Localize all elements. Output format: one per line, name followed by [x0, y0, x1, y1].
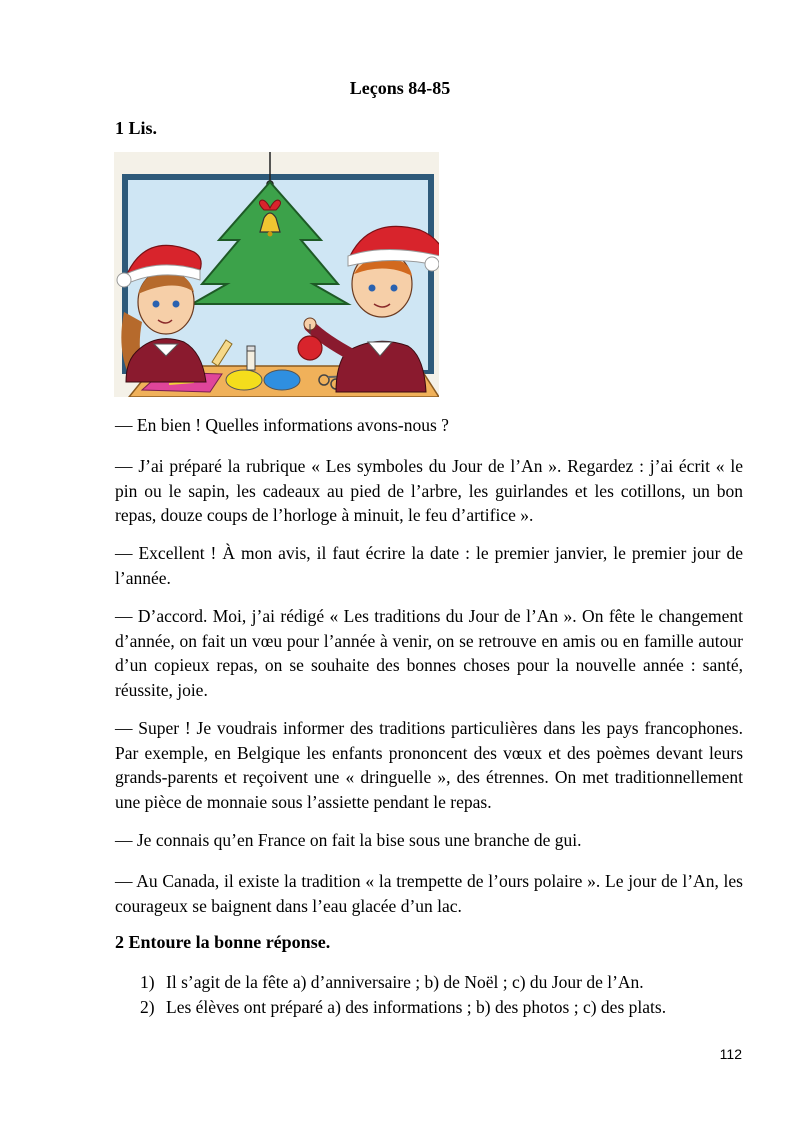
list-item-text: Il s’agit de la fête a) d’anniversaire ; b) de Noël ; c) du Jour de l’An.: [166, 972, 644, 992]
dialogue-line: — J’ai préparé la rubrique « Les symboles du Jour de l’An ». Regardez : j’ai écrit « le pin ou le sapin, les cadeaux au pied de l’arbre, les guirlandes et les cotillons, un bon repas, douze coups de l’horloge à minuit, le feu d’artifice ».: [115, 456, 743, 525]
answer-list: [140, 970, 740, 1020]
list-item-text: Les élèves ont préparé a) des informations ; b) des photos ; c) des plats.: [166, 997, 667, 1017]
christmas-classroom-illustration: [114, 152, 439, 397]
page-title: Leçons 84-85: [349, 78, 451, 98]
dialogue-line: — Au Canada, il existe la tradition « la trempette de l’ours polaire ». Le jour de l’An, les courageux se baignent dans l’eau glacée d’un lac.: [115, 871, 743, 916]
dialogue-line: — Super ! Je voudrais informer des traditions particulières dans les pays francophones. Par exemple, en Belgique les enfants prononcent des vœux et des poèmes devant leurs grands-parents et reçoivent une « dringuelle », des étrennes. On met traditionnellement une pièce de monnaie sous l’assiette pendant le repas.: [115, 718, 743, 812]
exercise-1-heading: 1 Lis.: [115, 118, 158, 138]
exercise-2-heading: 2 Entoure la bonne réponse.: [115, 932, 331, 952]
list-item: [140, 970, 740, 995]
dialogue-line: — En bien ! Quelles informations avons-nous ?: [115, 415, 449, 435]
dialogue-line: — D’accord. Moi, j’ai rédigé « Les traditions du Jour de l’An ». On fête le changement d’année, on fait un vœu pour l’année à venir, on se retrouve en amis ou en famille autour d’un copieux repas, on se souhaite des bonnes choses pour la nouvelle année : santé, réussite, joie.: [115, 606, 743, 700]
dialogue-line: — Je connais qu’en France on fait la bise sous une branche de gui.: [115, 830, 582, 850]
list-item: [140, 995, 740, 1020]
dialogue-line: — Excellent ! À mon avis, il faut écrire la date : le premier janvier, le premier jour de l’année.: [115, 543, 743, 588]
page-number: 112: [719, 1046, 742, 1062]
list-item-number: 2): [140, 997, 155, 1017]
list-item-number: 1): [140, 972, 155, 992]
